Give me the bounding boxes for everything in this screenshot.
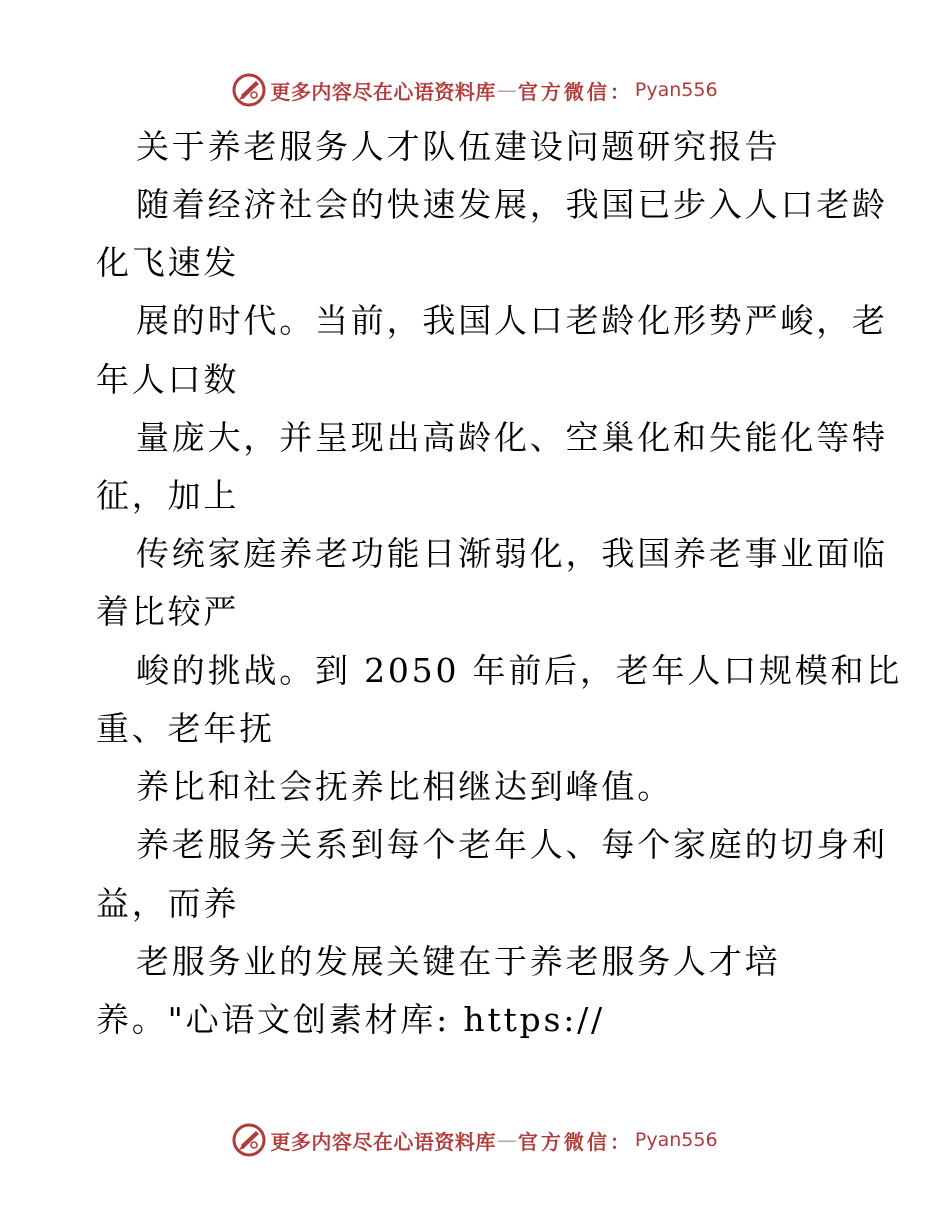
paragraph-line: 量庞大，并呈现出高龄化、空巢化和失能化等特 <box>136 418 888 457</box>
header-banner <box>0 70 950 110</box>
wechat-label: 官方微信： <box>517 1129 633 1154</box>
banner-dash: — <box>496 1128 517 1152</box>
wechat-label: 官方微信： <box>517 79 633 104</box>
paragraph-line: 养比和社会抚养比相继达到峰值。 <box>136 767 673 806</box>
paragraph-line: 传统家庭养老功能日渐弱化，我国养老事业面临 <box>136 534 888 573</box>
paragraph-line: 重、老年抚 <box>96 709 275 748</box>
paragraph-line: 养。"心语文创素材库: https:// <box>96 1000 605 1039</box>
paragraph-line: 展的时代。当前，我国人口老龄化形势严峻，老 <box>136 301 888 340</box>
paragraph-line: 峻的挑战。到 2050 年前后，老年人口规模和比 <box>136 651 903 690</box>
paragraph-line: 年人口数 <box>96 360 240 399</box>
document-title: 关于养老服务人才队伍建设问题研究报告 <box>136 127 781 166</box>
wechat-id: Pyan556 <box>634 1129 718 1151</box>
paragraph-line: 着比较严 <box>96 592 240 631</box>
paragraph-line: 老服务业的发展关键在于养老服务人才培 <box>136 942 781 981</box>
paragraph-line: 化飞速发 <box>96 243 240 282</box>
wechat-id: Pyan556 <box>634 79 718 101</box>
paragraph-line: 养老服务关系到每个老年人、每个家庭的切身利 <box>136 825 888 864</box>
paragraph-line: 随着经济社会的快速发展，我国已步入人口老龄 <box>136 185 888 224</box>
book-pen-logo-icon <box>232 1123 266 1157</box>
banner-text: 更多内容尽在心语资料库 <box>270 1129 496 1154</box>
banner-dash: — <box>496 78 517 102</box>
paragraph-line: 征，加上 <box>96 476 240 515</box>
banner-text: 更多内容尽在心语资料库 <box>270 79 496 104</box>
footer-banner <box>0 1120 950 1160</box>
book-pen-logo-icon <box>232 73 266 107</box>
paragraph-line: 益，而养 <box>96 884 240 923</box>
